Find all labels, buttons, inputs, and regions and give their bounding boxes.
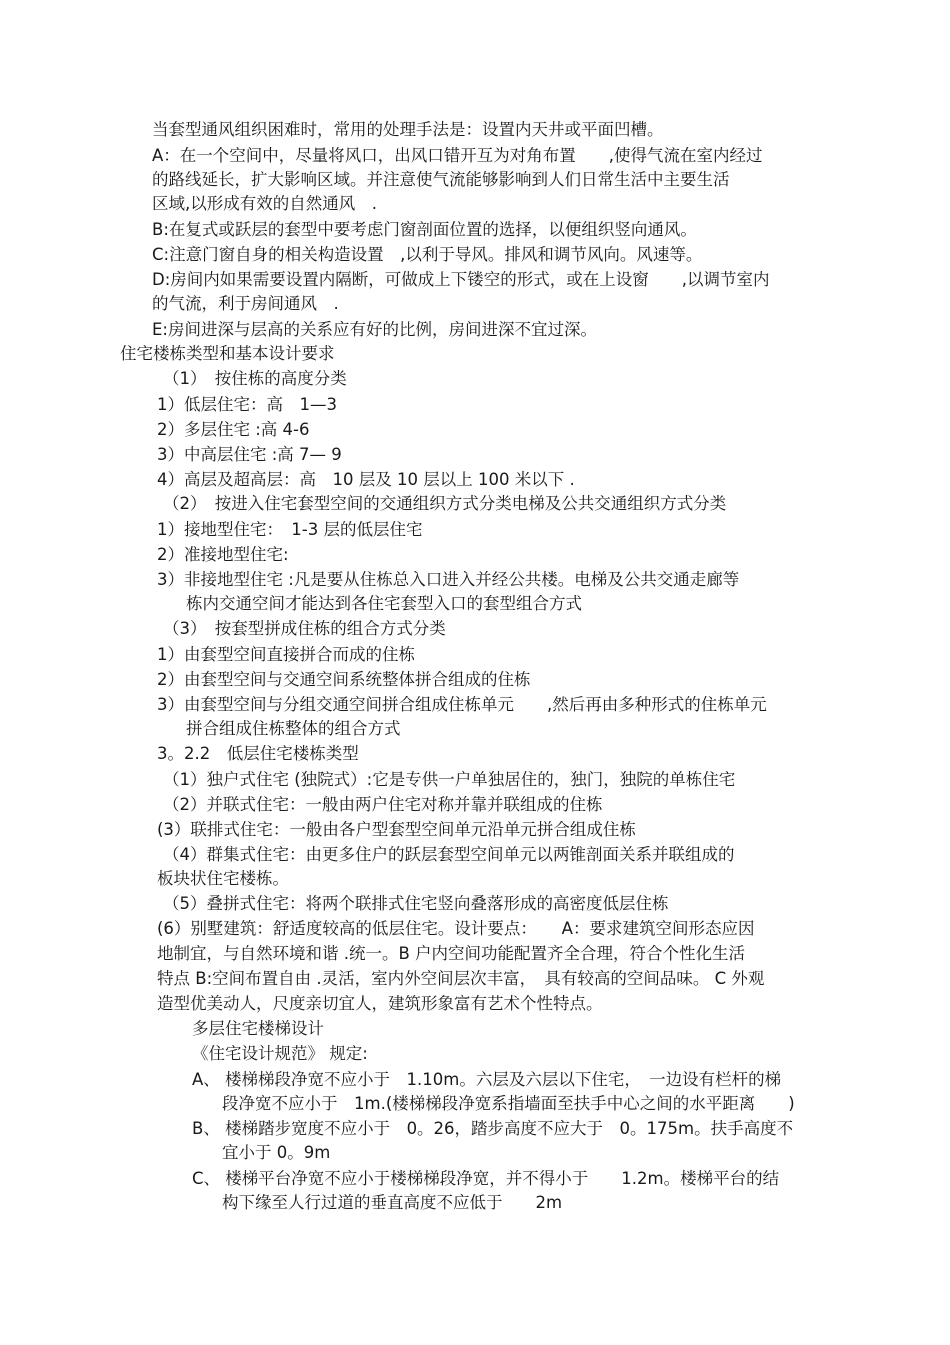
text-line: （4）群集式住宅：由更多住户的跃层套型空间单元以两锥剖面关系并联组成的 — [163, 845, 735, 864]
text-line: C:注意门窗自身的相关构造设置 ,以利于导风。排风和调节风向。风速等。 — [152, 245, 703, 264]
text-line: 地制宜，与自然环境和谐 .统一。B 户内空间功能配置齐全合理，符合个性化生活 — [157, 944, 746, 963]
text-line: 1）由套型空间直接拼合而成的住栋 — [157, 645, 415, 664]
text-line: A：在一个空间中，尽量将风口，出风口错开互为对角布置 ,使得气流在室内经过 — [152, 146, 763, 165]
text-line: 造型优美动人，尺度亲切宜人，建筑形象富有艺术个性特点。 — [157, 994, 603, 1013]
text-line: 特点 B:空间布置自由 .灵活，室内外空间层次丰富， 具有较高的空间品味。 C 外观 — [157, 969, 765, 988]
text-line: 3）由套型空间与分组交通空间拼合组成住栋单元 ,然后再由多种形式的住栋单元 — [157, 695, 767, 714]
text-line: （3） 按套型拼成住栋的组合方式分类 — [163, 619, 446, 638]
text-line: （1） 按住栋的高度分类 — [163, 369, 347, 388]
text-line: B:在复式或跃层的套型中要考虑门窗剖面位置的选择，以便组织竖向通风。 — [152, 220, 697, 239]
text-line: 栋内交通空间才能达到各住宅套型入口的套型组合方式 — [186, 594, 582, 613]
text-line: 4）高层及超高层：高 10 层及 10 层以上 100 米以下 . — [157, 470, 575, 489]
text-line: 3）中高层住宅 :高 7— 9 — [157, 445, 342, 464]
text-line: 当套型通风组织困难时，常用的处理手法是：设置内天井或平面凹槽。 — [152, 120, 664, 139]
text-line: 1）低层住宅：高 1—3 — [157, 395, 337, 414]
text-line: 3）非接地型住宅 :凡是要从住栋总入口进入并经公共楼。电梯及公共交通走廊等 — [157, 570, 740, 589]
section-heading: 住宅楼栋类型和基本设计要求 — [120, 344, 335, 363]
text-line: 段净宽不应小于 1m.(楼梯梯段净宽系指墙面至扶手中心之间的水平距离 ) — [222, 1094, 795, 1113]
text-line: （5）叠拼式住宅：将两个联排式住宅竖向叠落形成的高密度低层住栋 — [163, 894, 669, 913]
text-line: 的气流，利于房间通风 . — [152, 294, 339, 313]
text-line: （1）独户式住宅 (独院式）:它是专供一户单独居住的，独门，独院的单栋住宅 — [163, 770, 736, 789]
text-line: B、 楼梯踏步宽度不应小于 0。26，踏步高度不应大于 0。175m。扶手高度不 — [192, 1119, 794, 1138]
text-line: C、 楼梯平台净宽不应小于楼梯梯段净宽，并不得小于 1.2m。楼梯平台的结 — [192, 1169, 780, 1188]
section-heading: 多层住宅楼梯设计 — [192, 1019, 324, 1038]
text-line: (6）别墅建筑：舒适度较高的低层住宅。设计要点： A：要求建筑空间形态应因 — [157, 919, 755, 938]
text-line: D:房间内如果需要设置内隔断，可做成上下镂空的形式，或在上设窗 ,以调节室内 — [152, 270, 770, 289]
text-line: A、 楼梯梯段净宽不应小于 1.10m。六层及六层以下住宅， 一边设有栏杆的梯 — [192, 1070, 782, 1089]
text-line: 宜小于 0。9m — [222, 1143, 331, 1162]
text-line: （2）并联式住宅：一般由两户住宅对称并靠并联组成的住栋 — [163, 795, 603, 814]
text-line: 2）由套型空间与交通空间系统整体拼合组成的住栋 — [157, 670, 531, 689]
text-line: 2）多层住宅 :高 4-6 — [157, 420, 310, 439]
text-line: E:房间进深与层高的关系应有好的比例，房间进深不宜过深。 — [152, 320, 597, 339]
section-heading: 3。2.2 低层住宅楼栋类型 — [157, 744, 359, 763]
text-line: (3）联排式住宅：一般由各户型套型空间单元沿单元拼合组成住栋 — [157, 820, 636, 839]
text-line: 的路线延长，扩大影响区域。并注意使气流能够影响到人们日常生活中主要生活 — [152, 170, 730, 189]
text-line: 1）接地型住宅： 1-3 层的低层住宅 — [157, 520, 423, 539]
text-line: 拼合组成住栋整体的组合方式 — [186, 719, 401, 738]
text-line: 《住宅设计规范》 规定: — [192, 1044, 368, 1063]
text-line: 2）准接地型住宅: — [157, 545, 289, 564]
text-line: （2） 按进入住宅套型空间的交通组织方式分类电梯及公共交通组织方式分类 — [163, 494, 727, 513]
text-line: 构下缘至人行过道的垂直高度不应低于 2m — [222, 1193, 563, 1212]
text-line: 板块状住宅楼栋。 — [157, 869, 289, 888]
text-line: 区域,以形成有效的自然通风 . — [152, 194, 377, 213]
